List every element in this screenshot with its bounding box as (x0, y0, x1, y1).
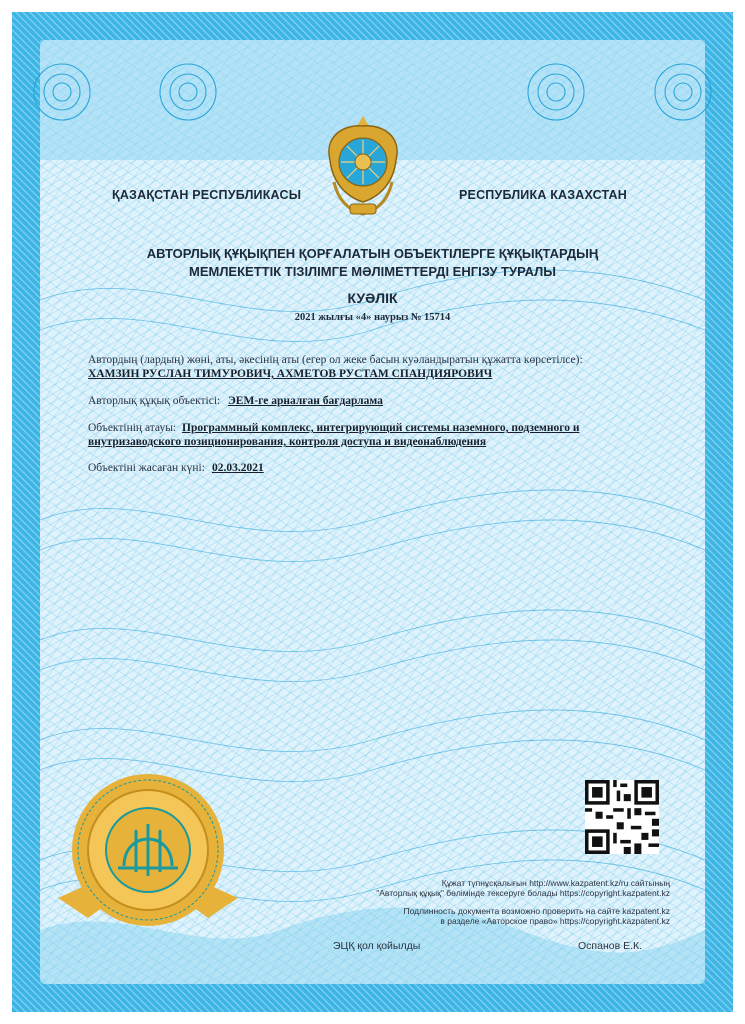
authors-value: ХАМЗИН РУСЛАН ТИМУРОВИЧ, АХМЕТОВ РУСТАМ СПАНДИЯРОВИЧ (88, 368, 493, 380)
signature-label: ЭЦҚ қол қойылды (333, 940, 421, 952)
signatory-name: Оспанов Е.К. (578, 940, 643, 952)
institute-seal-icon (58, 768, 238, 938)
date-and-number: 2021 жылғы «4» наурыз № 15714 (294, 312, 451, 323)
verify-kz-line-2: "Авторлық құқық" бөлімінде тексеруге болады https://copyright.kazpatent.kz (376, 888, 670, 898)
object-name-line-2: внутризаводского позиционирования, контроля доступа и видеонаблюдения (88, 436, 487, 448)
creation-date-label: Объектіні жасаған күні: (88, 462, 205, 474)
country-name-kz: ҚАЗАҚСТАН РЕСПУБЛИКАСЫ (112, 188, 302, 202)
document-type: КУӘЛІК (347, 290, 398, 306)
country-name-ru: РЕСПУБЛИКА КАЗАХСТАН (459, 188, 628, 202)
title-line-2: МЕМЛЕКЕТТІК ТІЗІЛІМГЕ МӘЛІМЕТТЕРДІ ЕНГІЗУ ТУРАЛЫ (188, 264, 557, 279)
verify-ru-line-2: в разделе «Авторское право» https://copyright.kazpatent.kz (440, 916, 670, 926)
object-name-line-1: Программный комплекс, интегрирующий системы наземного, подземного и (182, 422, 580, 434)
title-line-1: АВТОРЛЫҚ ҚҰҚЫҚПЕН ҚОРҒАЛАТЫН ОБЪЕКТІЛЕРГЕ ҚҰҚЫҚТАРДЫҢ (146, 246, 599, 261)
authors-label: Автордың (лардың) жөні, аты, әкесінің аты (егер ол жеке басын куәландыратын құжатта көрсетілсе): (88, 354, 583, 366)
object-name-label: Объектінің атауы: (88, 422, 177, 434)
creation-date-value: 02.03.2021 (212, 462, 264, 474)
qr-code-icon (585, 780, 659, 854)
object-type-value: ЭЕМ-ге арналған бағдарлама (228, 395, 383, 407)
state-emblem-icon (320, 112, 406, 222)
verify-ru-line-1: Подлинность документа возможно проверить на сайте kazpatent.kz (403, 906, 670, 916)
object-type-label: Авторлық құқық объектісі: (88, 395, 221, 407)
verify-kz-line-1: Құжат түпнұсқалығын http://www.kazpatent.kz/ru сайтының (441, 878, 670, 888)
